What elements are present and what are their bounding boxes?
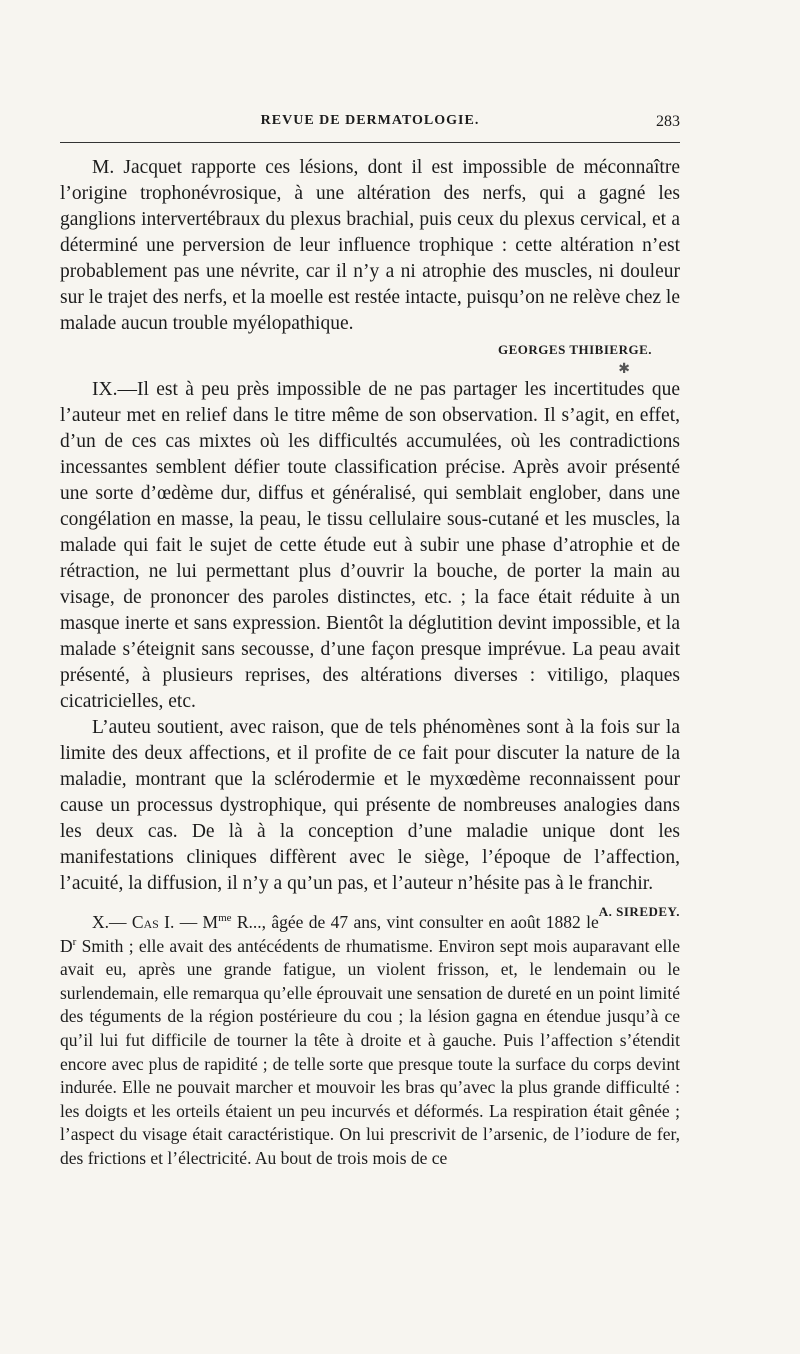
header-rule bbox=[60, 142, 680, 143]
signature-siredey: A. SIREDEY. bbox=[598, 904, 680, 919]
page-header bbox=[60, 113, 680, 135]
paragraph-siredey-text: L’auteu soutient, avec raison, que de tels phénomènes sont à la fois sur la limite des deux affections, et il profite de ce fait pour discuter la nature de la maladie, montrant que la sclérodermie et le myxœdème reconnaissent pour cause un processus dystrophique, qui présente de nombreuses analogies dans les deux cas. De là à la conception d’une maladie unique dont les manifestations cliniques diffèrent avec le siège, l’époque de l’affection, l’acuité, la diffusion, il n’y a qu’un pas, et l’auteur n’hésite pas à le franchir. bbox=[60, 717, 680, 894]
section-x-label: X.— bbox=[92, 912, 132, 932]
paragraph-x-cas-1 bbox=[60, 911, 680, 1171]
case-text-a: — M bbox=[174, 912, 219, 932]
case-text-c: Smith ; elle avait des antécédents de rhumatisme. Environ sept mois auparavant elle avait eu, après une grande fatigue, un violent frisson, et, le lendemain ou le surlendemain, elle remarqua qu’elle éprouvait une sensation de dureté en un point limité des téguments de la région postérieure du cou ; la lésion gagna en étendue jusqu’à ce qu’il lui fut difficile de tourner la tête à droite et à gauche. Puis l’affection s’étendit encore avec plus de rapidité ; de telle sorte que presque toute la surface du corps devint indurée. Elle ne pouvait marcher et mouvoir les bras qu’avec la plus grande difficulté : les doigts et les orteils étaient un peu incurvés et déformés. La respiration était gênée ; l’aspect du visage était caractéristique. On lui prescrivit de l’arsenic, de l’iodure de fer, des frictions et l’électricité. Au bout de trois mois de ce bbox=[60, 935, 680, 1168]
page-number: 283 bbox=[656, 113, 680, 130]
article-body bbox=[60, 155, 680, 1171]
paragraph-siredey bbox=[60, 715, 680, 919]
paragraph-ix: IX.—Il est à peu près impossible de ne pas partager les incertitudes que l’auteur met en relief dans le titre même de son observation. Il s’agit, en effet, d’un de ces cas mixtes où les difficultés accumulées, où les contradictions incessantes semblent défier toute classification précise. Après avoir présenté une sorte d’œdème dur, diffus et généralisé, qui semblait englober, dans une congélation en masse, la peau, le tissu cellulaire sous-cutané et les muscles, la malade qui fait le sujet de cette étude eut à subir une phase d’atrophie et de rétraction, ne lui permettant plus d’ouvrir la bouche, de porter la main au visage, de prononcer des paroles distinctes, etc. ; la face était réduite à un masque inerte et sans expression. Bientôt la déglutition devint impossible, et la malade s’éteignit sans secousse, d’une façon presque imprévue. La peau avait présenté, à plusieurs reprises, des altérations diverses : vitiligo, plaques cicatricielles, etc. bbox=[60, 379, 680, 712]
case-text-b: R..., âgée de 47 ans, vint consulter en août 1882 le D bbox=[60, 912, 599, 956]
signature-thibierge: GEORGES THIBIERGE. bbox=[498, 342, 652, 357]
paragraph-jacquet: M. Jacquet rapporte ces lésions, dont il est impossible de méconnaître l’origine trophonévrosique, à une altération des nerfs, qui a gagné les ganglions intervertébraux du plexus brachial, puis ceux du plexus cervical, et a déterminé une perversion de leur influence trophique : cette altération n’est probablement pas une névrite, car il n’y a ni atrophie des muscles, ni douleur sur le trajet des nerfs, et la moelle est restée intacte, puisqu’on ne relève chez le malade aucun trouble myélopathique. bbox=[60, 157, 680, 334]
case-label: Cas I. bbox=[131, 912, 175, 932]
section-ornament-icon: ✱ bbox=[618, 362, 630, 377]
running-title: REVUE DE DERMATOLOGIE. bbox=[260, 113, 480, 128]
case-sup-r: r bbox=[72, 935, 77, 948]
case-sup-me: me bbox=[218, 912, 232, 925]
